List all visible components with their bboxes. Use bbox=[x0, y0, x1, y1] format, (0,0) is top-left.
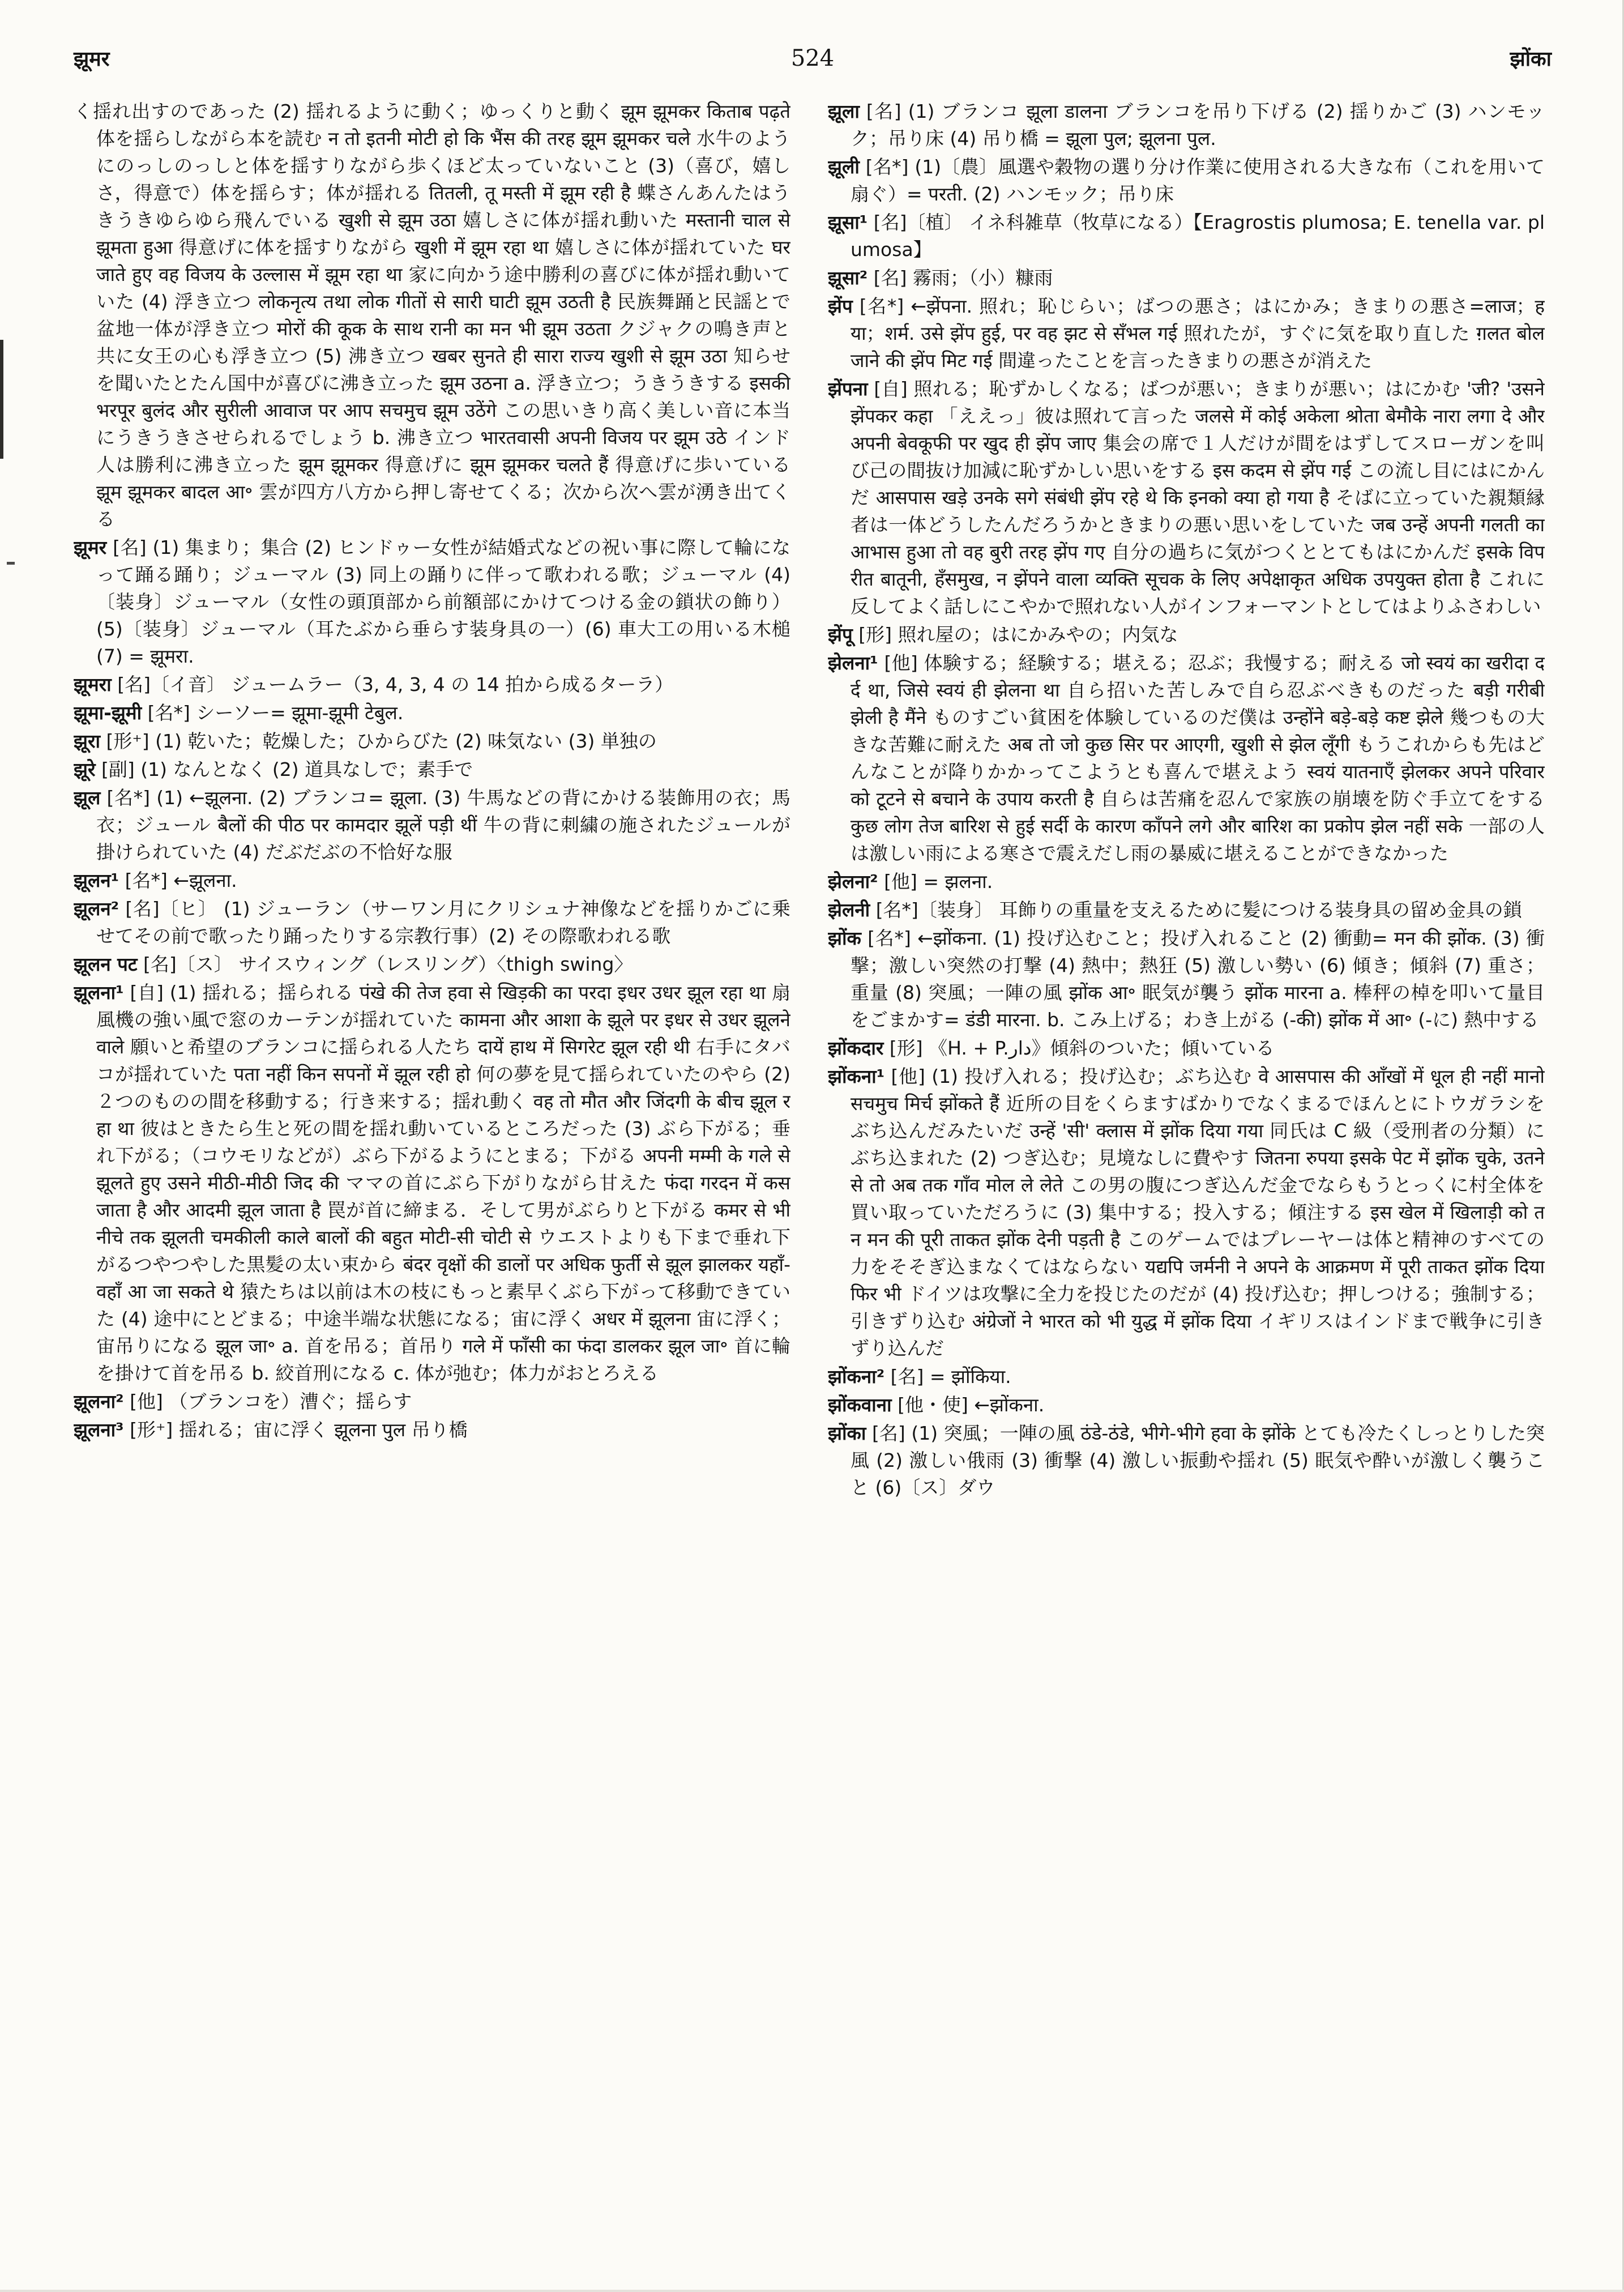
part-of-speech-label: [副] bbox=[101, 758, 135, 780]
part-of-speech-label: [自] bbox=[874, 378, 908, 400]
scan-artifact bbox=[7, 562, 15, 565]
part-of-speech-label: [名*] bbox=[859, 295, 904, 317]
headword: झेलना² bbox=[828, 870, 878, 893]
headword: झोंक bbox=[828, 927, 861, 949]
part-of-speech-label: [名] bbox=[871, 1422, 905, 1444]
part-of-speech-label: [名]〔ス〕 bbox=[143, 953, 233, 975]
dictionary-entry: झेंप [名*] ←झेंपना. 照れ；恥じらい；ばつの悪さ；はにかみ；きまりの悪さ=लाज；हया；शर्म. उसे झेंप हुई, पर वह झट से सँभल गई 照れたが，すぐに気を取り直した ग़लत बोल जाने की झेंप मिट गई 間違ったことを言ったきまりの悪さが消えた bbox=[828, 295, 1545, 372]
scan-artifact bbox=[0, 2290, 1624, 2292]
part-of-speech-label: [他] bbox=[891, 1065, 925, 1087]
part-of-speech-label: [形] bbox=[858, 624, 892, 646]
part-of-speech-label: [名*]〔装身〕 bbox=[875, 899, 993, 921]
part-of-speech-label: [名] bbox=[873, 267, 907, 289]
dictionary-entry: झूली [名*] (1)〔農〕風選や穀物の選り分け作業に使用される大きな布（これを用いて扇ぐ）= परती. (2) ハンモック；吊り床 bbox=[828, 156, 1545, 205]
headword: झूसा¹ bbox=[828, 211, 868, 233]
headword: झोंकना² bbox=[828, 1365, 885, 1388]
dictionary-entry: झूलन पट [名]〔ス〕 サイスウィング（レスリング）〈thigh swing〉 bbox=[74, 953, 633, 975]
page-content bbox=[0, 72, 1624, 1503]
dictionary-entry: झोंकना² [名] = झोंकिया. bbox=[828, 1365, 1011, 1388]
part-of-speech-label: [名] bbox=[866, 100, 901, 122]
headword: झूलन पट bbox=[74, 953, 138, 975]
part-of-speech-label: [形⁺] bbox=[106, 730, 149, 752]
part-of-speech-label: [名]〔植〕 bbox=[873, 211, 963, 233]
dictionary-entry: झेंपना [自] 照れる；恥ずかしくなる；ばつが悪い；きまりが悪い；はにかむ 'जी? 'उसने झेंपकर कहा 「ええっ」彼は照れて言った जलसे में कोई अकेला श्रोता बेमौके नारा लगा दे और अपनी बेवकूफी पर खुद ही झेंप जाए 集会の席で１人だけが間をはずしてスローガンを叫び己の間抜け加減に恥ずかしい思いをする इस कदम से झेंप गई この流し目にはにかんだ आसपास खड़े उनके सगे संबंधी झेंप रहे थे कि इनको क्या हो गया है そばに立っていた親類縁者は一体どうしたんだろうかときまりの悪い思いをしていた जब उन्हें अपनी गलती का आभास हुआ तो वह बुरी तरह झेंप गए 自分の過ちに気がつくととてもはにかんだ इसके विपरीत बातूनी, हँसमुख, न झेंपने वाला व्यक्ति सूचक के लिए अपेक्षाकृत अधिक उपयुक्त होता है これに反してよく話しにこやかで照れない人がインフォーマントとしてはよりふさわしい bbox=[828, 378, 1545, 617]
guide-word-left: झूमर bbox=[74, 48, 110, 71]
headword: झूलना¹ bbox=[74, 981, 124, 1004]
dictionary-entry: झोंकदार [形] 《H. + P.دار》傾斜のついた；傾いている bbox=[828, 1037, 1275, 1059]
part-of-speech-label: [他・使] bbox=[898, 1394, 968, 1416]
dictionary-entry: झूलन¹ [名*] ←झूलना. bbox=[74, 869, 237, 891]
page-number: 524 bbox=[790, 45, 835, 71]
headword: झूसा² bbox=[828, 267, 868, 289]
dictionary-entry: झेलना² [他] = झलना. bbox=[828, 870, 993, 893]
headword: झूरे bbox=[74, 758, 96, 780]
dictionary-entry: झूरे [副] (1) なんとなく (2) 道具なしで；素手で bbox=[74, 758, 473, 780]
guide-word-right: झोंका bbox=[1510, 48, 1552, 71]
part-of-speech-label: [名*] bbox=[867, 927, 911, 949]
dictionary-entry: झेलना¹ [他] 体験する；経験する；堪える；忍ぶ；我慢する；耐える जो स्वयं का खरीदा दर्द था, जिसे स्वयं ही झेलना था 自ら招いた苦しみで自ら忍ぶべきものだった बड़ी गरीबी झेली है मैंने ものすごい貧困を体験しているのだ僕は उन्होंने बड़े-बड़े कष्ट झेले 幾つもの大きな苦難に耐えた अब तो जो कुछ सिर पर आएगी, खुशी से झेल लूँगी もうこれからも先はどんなことが降りかかってこようとも喜んで堪えよう स्वयं यातनाएँ झेलकर अपने परिवार को टूटने से बचाने के उपाय करती है 自らは苦痛を忍んで家族の崩壊を防ぐ手立てをする कुछ लोग तेज बारिश से हुई सर्दी के कारण काँपने लगे और बारिश का प्रकोप झेल नहीं सके 一部の人は激しい雨による寒さで震えだし雨の暴威に堪えることができなかった bbox=[828, 652, 1545, 864]
dictionary-entry: झेंपू [形] 照れ屋の；はにかみやの；内気な bbox=[828, 624, 1178, 646]
headword: झूमरा bbox=[74, 673, 112, 695]
part-of-speech-label: [形⁺] bbox=[130, 1419, 173, 1441]
headword: झूलन² bbox=[74, 898, 119, 920]
part-of-speech-label: [名*] bbox=[147, 702, 190, 724]
headword: झोंकवाना bbox=[828, 1394, 892, 1416]
part-of-speech-label: [名*] bbox=[865, 156, 909, 178]
right-column bbox=[828, 98, 1545, 1503]
dictionary-entry: झूमरा [名]〔イ音〕 ジュームラー（3, 4, 3, 4 の 14 拍から成るターラ） bbox=[74, 673, 674, 695]
part-of-speech-label: [他] bbox=[884, 652, 918, 674]
dictionary-entry: झूमर [名] (1) 集まり；集合 (2) ヒンドゥー女性が結婚式などの祝い事に際して輪になって踊る踊り；ジューマル (3) 同上の踊りに伴って歌われる歌；ジューマル (4)〔装身〕ジューマル（女性の頭頂部から前額部にかけてつける金の鎖状の飾り）(5)〔装身〕ジューマル（耳たぶから垂らす装身具の一）(6) 車大工の用いる木槌 (7) = झूमरा. bbox=[74, 536, 790, 667]
dictionary-entry: झोंकना¹ [他] (1) 投げ入れる；投げ込む；ぶち込む वे आसपास की आँखों में धूल ही नहीं मानो सचमुच मिर्च झोंकते हैं 近所の目をくらますばかりでなくまるでほんとにトウガラシをぶち込んだみたいだ उन्हें 'सी' क्लास में झोंक दिया गया 同氏は C 級（受刑者の分類）にぶち込まれた (2) つぎ込む；見境なしに費やす जितना रुपया इसके पेट में झोंक चुके, उतने से तो अब तक गाँव मोल ले लेते この男の腹につぎ込んだ金でならもうとっくに村全体を買い取っていただろうに (3) 集中する；投入する；傾注する इस खेल में खिलाड़ी को तन मन की पूरी ताकत झोंक देनी पड़ती है このゲームではプレーヤーは体と精神のすべての力をそそぎ込まなくてはならない यद्यपि जर्मनी ने अपने के आक्रमण में पूरी ताकत झोंक दिया फिर भी ドイツは攻撃に全力を投じたのだが (4) 投げ込む；押しつける；強制する；引きずり込む अंग्रेजों ने भारत को भी युद्ध में झोंक दिया イギリスはインドまで戦争に引きずり込んだ bbox=[828, 1065, 1545, 1359]
left-column bbox=[74, 98, 790, 1503]
dictionary-entry: झूलना¹ [自] (1) 揺れる；揺られる पंखे की तेज हवा से खिड़की का परदा इधर उधर झूल रहा था 扇風機の強い風で窓のカーテンが揺れていた कामना और आशा के झूले पर इधर से उधर झूलने वाले 願いと希望のブランコに揺られる人たち दायें हाथ में सिगरेट झूल रही थी 右手にタバコが揺れていた पता नहीं किन सपनों में झूल रही हो 何の夢を見て揺られていたのやら (2) ２つのものの間を移動する；行き来する；揺れ動く वह तो मौत और जिंदगी के बीच झूल रहा था 彼はときたら生と死の間を揺れ動いているところだった (3) ぶら下がる；垂れ下がる；（コウモリなどが）ぶら下がるようにとまる；下がる अपनी मम्मी के गले से झूलते हुए उसने मीठी-मीठी जिद की ママの首にぶら下がりながら甘えた फंदा गरदन में कस जाता है और आदमी झूल जाता है 罠が首に締まる．そして男がぶらりと下がる कमर से भी नीचे तक झूलती चमकीली काले बालों की बहुत मोटी-सी चोटी से ウエストよりも下まで垂れ下がるつやつやした黒髪の太い束から बंदर वृक्षों की डालों पर अधिक फुर्ती से झूल झालकर यहाँ-वहाँ आ जा सकते थे 猿たちは以前は木の枝にもっと素早くぶら下がって移動できていた (4) 途中にとどまる；中途半端な状態になる；宙に浮く अधर में झूलना 宙に浮く；宙吊りになる झूल जा॰ a. 首を吊る；首吊り गले में फाँसी का फंदा डालकर झूल जा॰ 首に輪を掛けて首を吊る b. 絞首刑になる c. 体が弛む；体力がおとろえる bbox=[74, 981, 790, 1384]
dictionary-entry: झोंक [名*] ←झोंकना. (1) 投げ込むこと；投げ入れること (2) 衝動= मन की झोंक. (3) 衝撃；激しい突然の打撃 (4) 熱中；熱狂 (5) 激しい勢い (6) 傾き；傾斜 (7) 重さ；重量 (8) 突風；一陣の風 झोंक आ॰ 眠気が襲う झोंक मारना a. 棒秤の棹を叩いて量目をごまかす= डंडी मारना. b. こみ上げる；わき上がる (-की) झोंक में आ॰ (-に) 熱中する bbox=[828, 927, 1545, 1031]
dictionary-entry: झोंका [名] (1) 突風；一陣の風 ठंडे-ठंडे, भीगे-भीगे हवा के झोंके とても冷たくしっとりした突風 (2) 激しい俄雨 (3) 衝撃 (4) 激しい振動や揺れ (5) 眠気や酔いが激しく襲うこと (6)〔ス〕ダウ bbox=[828, 1422, 1545, 1499]
part-of-speech-label: [名] bbox=[890, 1365, 924, 1388]
headword: झोंकना¹ bbox=[828, 1065, 885, 1087]
part-of-speech-label: [名]〔ヒ〕 bbox=[125, 898, 217, 920]
page-header bbox=[0, 0, 1624, 72]
headword: झेंप bbox=[828, 295, 853, 317]
dictionary-entry: झूला [名] (1) ブランコ झूला डालना ブランコを吊り下げる (2) 揺りかご (3) ハンモック；吊り床 (4) 吊り橋 = झूला पुल; झूलना पुल. bbox=[828, 100, 1545, 150]
headword: झूरा bbox=[74, 730, 100, 752]
dictionary-entry: झूलना² [他] （ブランコを）漕ぐ；揺らす bbox=[74, 1390, 412, 1412]
dictionary-entry: झूलन² [名]〔ヒ〕 (1) ジューラン（サーワン月にクリシュナ神像などを揺りかごに乗せてその前で歌ったり踊ったりする宗教行事）(2) その際歌われる歌 bbox=[74, 898, 790, 947]
part-of-speech-label: [名] bbox=[113, 536, 147, 558]
part-of-speech-label: [自] bbox=[130, 981, 164, 1004]
headword: झेलना¹ bbox=[828, 652, 878, 674]
dictionary-entry: झूरा [形⁺] (1) 乾いた；乾燥した；ひからびた (2) 味気ない (3) 単独の bbox=[74, 730, 657, 752]
headword: झोंका bbox=[828, 1422, 866, 1444]
dictionary-entry: झूसा¹ [名]〔植〕 イネ科雑草（牧草になる）【Eragrostis plumosa; E. tenella var. plumosa】 bbox=[828, 211, 1545, 261]
dictionary-entry: झूलना³ [形⁺] 揺れる；宙に浮く झूलना पुल 吊り橋 bbox=[74, 1419, 468, 1441]
part-of-speech-label: [名*] bbox=[125, 869, 168, 891]
dictionary-entry: く揺れ出すのであった (2) 揺れるように動く；ゆっくりと動く झूम झूमकर किताब पढ़ते 体を揺らしながら本を読む न तो इतनी मोटी हो कि भैंस की तरह झूम झूमकर चले 水牛のようにのっしのっしと体を揺すりながら歩くほど太っていないこと (3)（喜び，嬉しさ，得意で）体を揺らす；体が揺れる तितली, तू मस्ती में झूम रही है 蝶さんあんたはうきうきゆらゆら飛んでいる खुशी से झूम उठा 嬉しさに体が揺れ動いた मस्तानी चाल से झूमता हुआ 得意げに体を揺すりながら खुशी में झूम रहा था 嬉しさに体が揺れていた घर जाते हुए वह विजय के उल्लास में झूम रहा था 家に向かう途中勝利の喜びに体が揺れ動いていた (4) 浮き立つ लोकनृत्य तथा लोक गीतों से सारी घाटी झूम उठती है 民族舞踊と民謡とで盆地一体が浮き立つ मोरों की कूक के साथ रानी का मन भी झूम उठता クジャクの鳴き声と共に女王の心も浮き立つ (5) 沸き立つ खबर सुनते ही सारा राज्य खुशी से झूम उठा 知らせを聞いたとたん国中が喜びに沸き立った झूम उठना a. 浮き立つ；うきうきする इसकी भरपूर बुलंद और सुरीली आवाज पर आप सचमुच झूम उठेंगे この思いきり高く美しい音に本当にうきうきさせられるでしょう b. 沸き立つ भारतवासी अपनी विजय पर झूम उठे インド人は勝利に沸き立った झूम झूमकर 得意げに झूम झूमकर चलते हैं 得意げに歩いている झूम झूमकर बादल आ॰ 雲が四方八方から押し寄せてくる；次から次へ雲が湧き出てくる bbox=[74, 100, 790, 530]
dictionary-entry: झूसा² [名] 霧雨；（小）糠雨 bbox=[828, 267, 1053, 289]
part-of-speech-label: [名]〔イ音〕 bbox=[117, 673, 225, 695]
headword: झूलन¹ bbox=[74, 869, 119, 891]
headword: झूली bbox=[828, 156, 860, 178]
dictionary-entry: झेलनी [名*]〔装身〕 耳飾りの重量を支えるために髪につける装身具の留め金具の鎖 bbox=[828, 899, 1522, 921]
headword: झूला bbox=[828, 100, 860, 122]
headword: झूल bbox=[74, 787, 101, 809]
dictionary-entry: झोंकवाना [他・使] ←झोंकना. bbox=[828, 1394, 1045, 1416]
headword: झूलना² bbox=[74, 1390, 124, 1412]
dictionary-entry: झूमा-झूमी [名*] シーソー= झूमा-झूमी टेबुल. bbox=[74, 702, 404, 724]
headword: झूमा-झूमी bbox=[74, 702, 142, 724]
part-of-speech-label: [名*] bbox=[106, 787, 151, 809]
headword: झेंपना bbox=[828, 378, 868, 400]
headword: झूलना³ bbox=[74, 1419, 124, 1441]
headword: झूमर bbox=[74, 536, 107, 558]
dictionary-entry: झूल [名*] (1) ←झूलना. (2) ブランコ= झूला. (3) 牛馬などの背にかける装飾用の衣；馬衣；ジュール बैलों की पीठ पर कामदार झूलें पड़ी थीं 牛の背に刺繍の施されたジュールが掛けられていた (4) だぶだぶの不恰好な服 bbox=[74, 787, 790, 863]
part-of-speech-label: [他] bbox=[130, 1390, 163, 1412]
part-of-speech-label: [形] bbox=[889, 1037, 923, 1059]
headword: झोंकदार bbox=[828, 1037, 884, 1059]
headword: झेलनी bbox=[828, 899, 870, 921]
scan-artifact bbox=[0, 340, 3, 459]
part-of-speech-label: [他] bbox=[884, 870, 917, 893]
headword: झेंपू bbox=[828, 624, 853, 646]
